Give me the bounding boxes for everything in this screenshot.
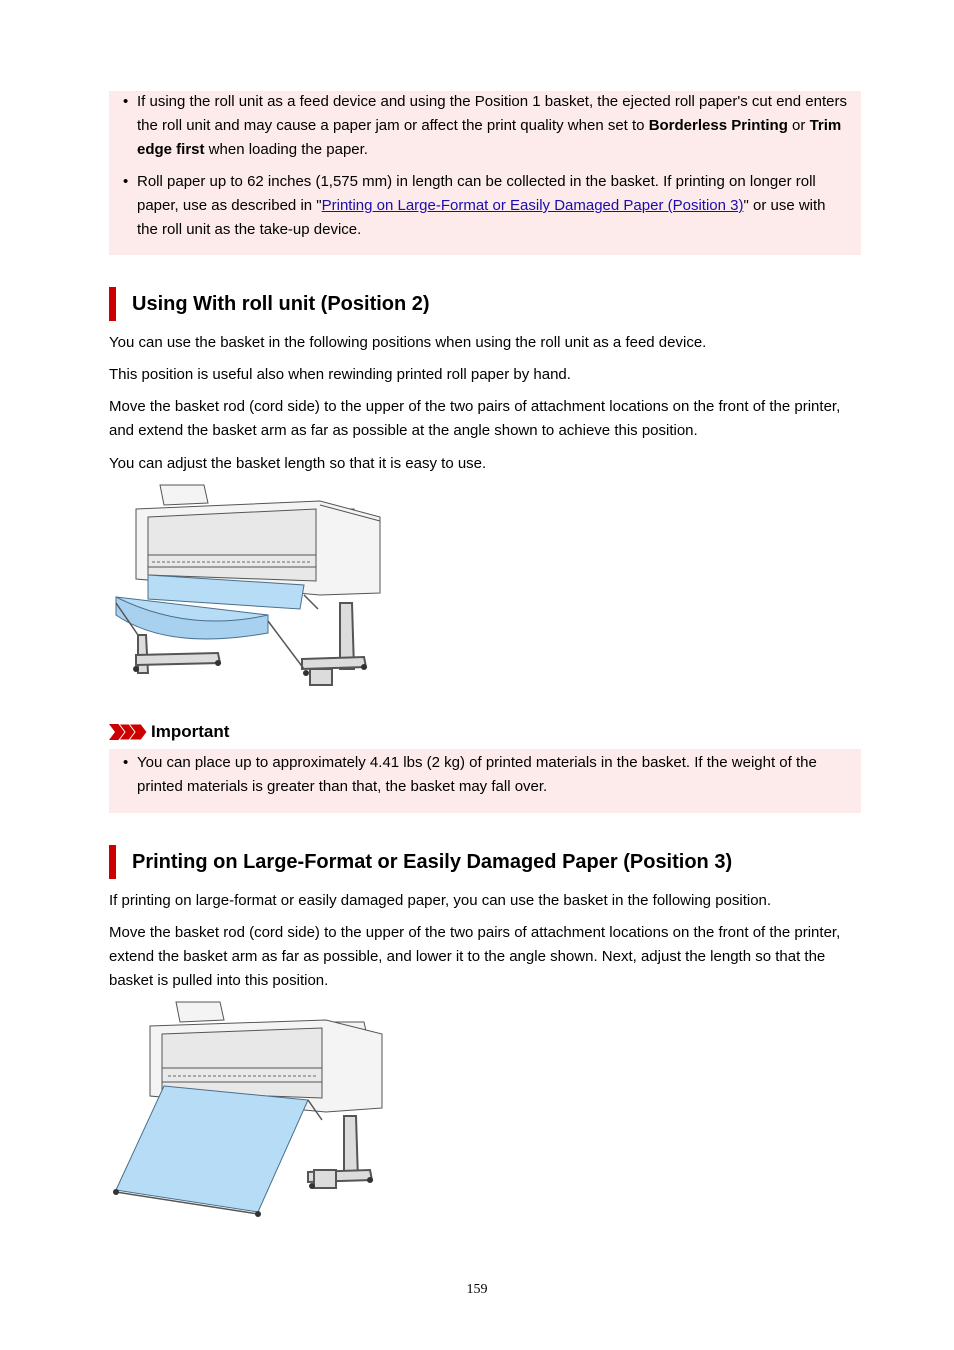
paragraph: You can adjust the basket length so that it is easy to use.	[109, 455, 487, 472]
important-label: Important	[151, 722, 230, 741]
important-box	[109, 749, 861, 813]
note-text: If using the roll unit as a feed device and using the Position 1 basket, the ejected roll paper's cut end enters the roll unit and may cause a paper jam or affect the print quality when set to	[137, 93, 847, 134]
heading-text: Using With roll unit (Position 2)	[132, 292, 430, 315]
printer-position3-illustration	[108, 1000, 384, 1222]
note-text: " or use with the roll unit as the take-up device.	[137, 197, 826, 238]
important-item: • You can place up to approximately 4.41 lbs (2 kg) of printed materials in the basket. If the weight of the printed materials is greater than that, the basket may fall over.	[123, 751, 849, 799]
heading-bar	[109, 845, 116, 879]
note-bold-term: Borderless Printing	[648, 117, 788, 134]
note-text: Roll paper up to 62 inches (1,575 mm) in length can be collected in the basket. If printing on longer roll paper, use as described in "	[137, 173, 816, 214]
paragraph: Move the basket rod (cord side) to the upper of the two pairs of attachment locations on the front of the printer, and extend the basket arm as far as possible at the angle shown to achieve this position.	[109, 398, 841, 439]
section-heading-position3	[109, 845, 732, 879]
heading-text: Printing on Large-Format or Easily Damaged Paper (Position 3)	[132, 850, 733, 873]
note-list	[123, 90, 849, 242]
important-list	[123, 751, 849, 799]
important-arrows-icon	[109, 722, 147, 742]
paragraph: This position is useful also when rewinding printed roll paper by hand.	[109, 366, 571, 383]
paragraph: If printing on large-format or easily damaged paper, you can use the basket in the following position.	[109, 892, 772, 909]
paragraph: You can use the basket in the following positions when using the roll unit as a feed device.	[109, 334, 707, 351]
position3-link[interactable]: Printing on Large-Format or Easily Damaged Paper (Position 3)	[321, 197, 744, 214]
important-heading	[109, 722, 229, 742]
note-text: when loading the paper.	[204, 141, 368, 158]
printer-position2-illustration	[108, 483, 384, 705]
note-text: or	[787, 117, 810, 134]
section-heading-position2	[109, 287, 430, 321]
heading-bar	[109, 287, 116, 321]
note-item-2	[123, 170, 849, 242]
note-bold-term: Trim edge first	[137, 117, 842, 158]
page-number: 159	[466, 1282, 488, 1297]
paragraph: Move the basket rod (cord side) to the upper of the two pairs of attachment locations on the front of the printer, extend the basket arm as far as possible, and lower it to the angle shown. Next, adjust the length so that the basket is pulled into this position.	[109, 924, 841, 989]
note-item-1	[123, 90, 849, 162]
note-box-top	[109, 91, 861, 255]
